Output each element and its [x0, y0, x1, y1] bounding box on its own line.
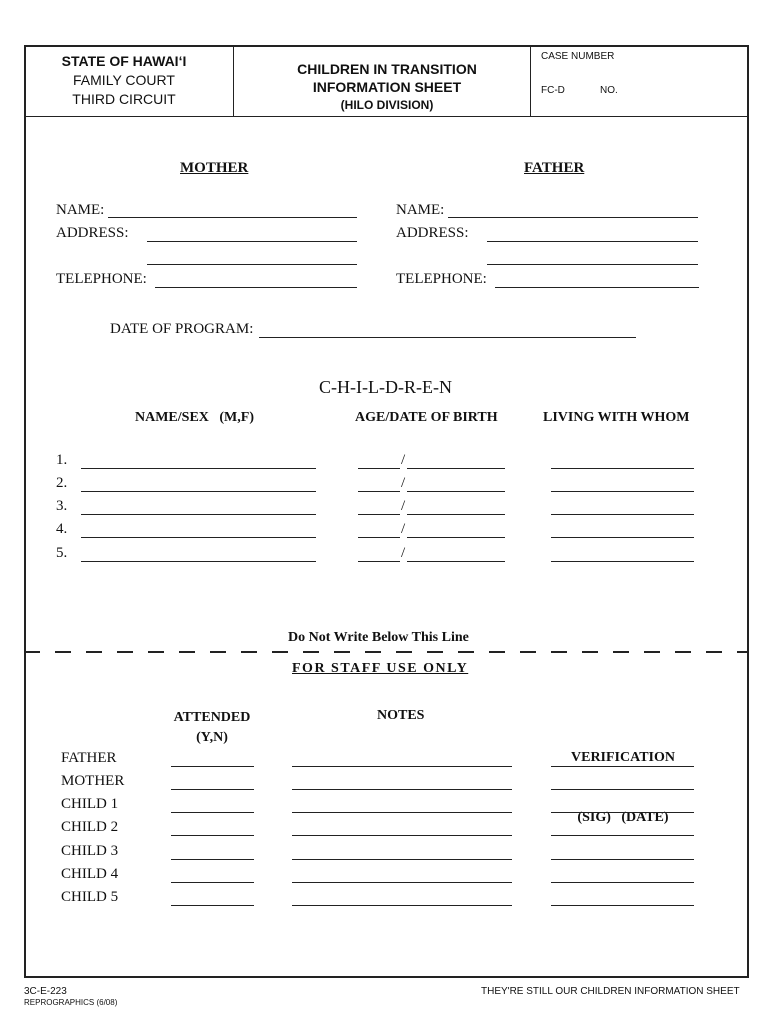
- attended-heading: ATTENDED: [173, 710, 251, 725]
- staff-row-label: FATHER: [61, 750, 117, 766]
- child-living-field[interactable]: [551, 537, 694, 538]
- child-dob-field[interactable]: [407, 537, 505, 538]
- child-row-number: 5.: [56, 545, 68, 561]
- father-address-label: ADDRESS:: [396, 225, 469, 241]
- child-dob-field[interactable]: [407, 514, 505, 515]
- notes-field[interactable]: [292, 905, 512, 906]
- no-label: NO.: [600, 85, 618, 96]
- form-title: [238, 60, 536, 114]
- father-telephone-field[interactable]: [495, 287, 699, 288]
- child-age-field[interactable]: [358, 468, 400, 469]
- title-line2: INFORMATION SHEET: [312, 79, 462, 95]
- court-circuit: THIRD CIRCUIT: [72, 91, 176, 107]
- staff-col-verification: [553, 708, 693, 848]
- attended-field[interactable]: [171, 905, 254, 906]
- notes-field[interactable]: [292, 835, 512, 836]
- mother-address-label: ADDRESS:: [56, 225, 129, 241]
- child-name-field[interactable]: [81, 491, 316, 492]
- child-name-field[interactable]: [81, 514, 316, 515]
- do-not-write-notice: Do Not Write Below This Line: [288, 630, 469, 645]
- age-dob-slash: /: [401, 545, 406, 561]
- mother-name-field[interactable]: [108, 217, 357, 218]
- date-of-program-field[interactable]: [259, 337, 636, 338]
- verification-heading: VERIFICATION: [571, 750, 675, 765]
- attended-field[interactable]: [171, 789, 254, 790]
- court-family: FAMILY COURT: [73, 72, 175, 88]
- child-living-field[interactable]: [551, 514, 694, 515]
- header-divider-left: [233, 45, 234, 116]
- case-number-label: CASE NUMBER: [541, 51, 615, 62]
- staff-row-label: CHILD 2: [61, 819, 119, 835]
- child-living-field[interactable]: [551, 468, 694, 469]
- attended-subheading: (Y,N): [196, 730, 228, 745]
- verification-field[interactable]: [551, 789, 694, 790]
- mother-telephone-field[interactable]: [155, 287, 357, 288]
- case-number-field[interactable]: [620, 84, 735, 98]
- child-living-field[interactable]: [551, 491, 694, 492]
- father-name-label: NAME:: [396, 202, 445, 218]
- title-line1: CHILDREN IN TRANSITION: [297, 61, 477, 77]
- age-dob-slash: /: [401, 475, 406, 491]
- staff-use-heading: FOR STAFF USE ONLY: [292, 661, 469, 676]
- child-age-field[interactable]: [358, 561, 400, 562]
- title-division: (HILO DIVISION): [340, 98, 434, 112]
- child-row-number: 2.: [56, 475, 68, 491]
- staff-row-label: CHILD 5: [61, 889, 119, 905]
- attended-field[interactable]: [171, 812, 254, 813]
- form-code: 3C-E-223: [24, 986, 67, 997]
- age-dob-slash: /: [401, 452, 406, 468]
- verification-field[interactable]: [551, 812, 694, 813]
- child-dob-field[interactable]: [407, 468, 505, 469]
- child-dob-field[interactable]: [407, 561, 505, 562]
- fcd-label: FC-D: [541, 85, 565, 96]
- children-col-age: AGE/DATE OF BIRTH: [355, 410, 498, 425]
- fcd-field[interactable]: [570, 84, 594, 98]
- child-row-number: 1.: [56, 452, 68, 468]
- child-name-field[interactable]: [81, 468, 316, 469]
- child-age-field[interactable]: [358, 514, 400, 515]
- verification-subheading: (SIG) (DATE): [577, 810, 669, 825]
- child-age-field[interactable]: [358, 491, 400, 492]
- child-name-field[interactable]: [81, 561, 316, 562]
- notes-field[interactable]: [292, 766, 512, 767]
- attended-field[interactable]: [171, 882, 254, 883]
- child-age-field[interactable]: [358, 537, 400, 538]
- mother-heading: MOTHER: [180, 160, 249, 176]
- verification-field[interactable]: [551, 905, 694, 906]
- reprographics-note: REPROGRAPHICS (6/08): [24, 998, 118, 1007]
- age-dob-slash: /: [401, 521, 406, 537]
- father-address-field-2[interactable]: [487, 264, 698, 265]
- mother-telephone-label: TELEPHONE:: [56, 271, 147, 287]
- children-heading: C-H-I-L-D-R-E-N: [319, 377, 452, 397]
- mother-name-label: NAME:: [56, 202, 105, 218]
- attended-field[interactable]: [171, 859, 254, 860]
- child-living-field[interactable]: [551, 561, 694, 562]
- mother-address-field-2[interactable]: [147, 264, 357, 265]
- notes-field[interactable]: [292, 882, 512, 883]
- staff-col-attended: [152, 708, 272, 748]
- notes-field[interactable]: [292, 789, 512, 790]
- staff-row-label: CHILD 4: [61, 866, 119, 882]
- notes-field[interactable]: [292, 812, 512, 813]
- father-telephone-label: TELEPHONE:: [396, 271, 487, 287]
- attended-field[interactable]: [171, 766, 254, 767]
- court-block: [25, 52, 223, 109]
- attended-field[interactable]: [171, 835, 254, 836]
- verification-field[interactable]: [551, 882, 694, 883]
- father-name-field[interactable]: [448, 217, 698, 218]
- dashed-divider: [24, 651, 748, 653]
- footer-title: THEY'RE STILL OUR CHILDREN INFORMATION SHEET: [481, 986, 740, 997]
- staff-row-label: MOTHER: [61, 773, 125, 789]
- court-state: STATE OF HAWAI‘I: [61, 53, 187, 69]
- child-dob-field[interactable]: [407, 491, 505, 492]
- staff-col-notes: NOTES: [377, 708, 425, 723]
- child-row-number: 3.: [56, 498, 68, 514]
- children-col-living: LIVING WITH WHOM: [543, 410, 690, 425]
- verification-field[interactable]: [551, 766, 694, 767]
- father-address-field-1[interactable]: [487, 241, 698, 242]
- child-name-field[interactable]: [81, 537, 316, 538]
- staff-row-label: CHILD 1: [61, 796, 119, 812]
- header-bottom-rule: [24, 116, 747, 117]
- mother-address-field-1[interactable]: [147, 241, 357, 242]
- notes-field[interactable]: [292, 859, 512, 860]
- children-col-name: NAME/SEX (M,F): [135, 410, 254, 425]
- verification-field[interactable]: [551, 835, 694, 836]
- date-of-program-label: DATE OF PROGRAM:: [110, 321, 254, 337]
- age-dob-slash: /: [401, 498, 406, 514]
- staff-row-label: CHILD 3: [61, 843, 119, 859]
- child-row-number: 4.: [56, 521, 68, 537]
- father-heading: FATHER: [524, 160, 585, 176]
- verification-field[interactable]: [551, 859, 694, 860]
